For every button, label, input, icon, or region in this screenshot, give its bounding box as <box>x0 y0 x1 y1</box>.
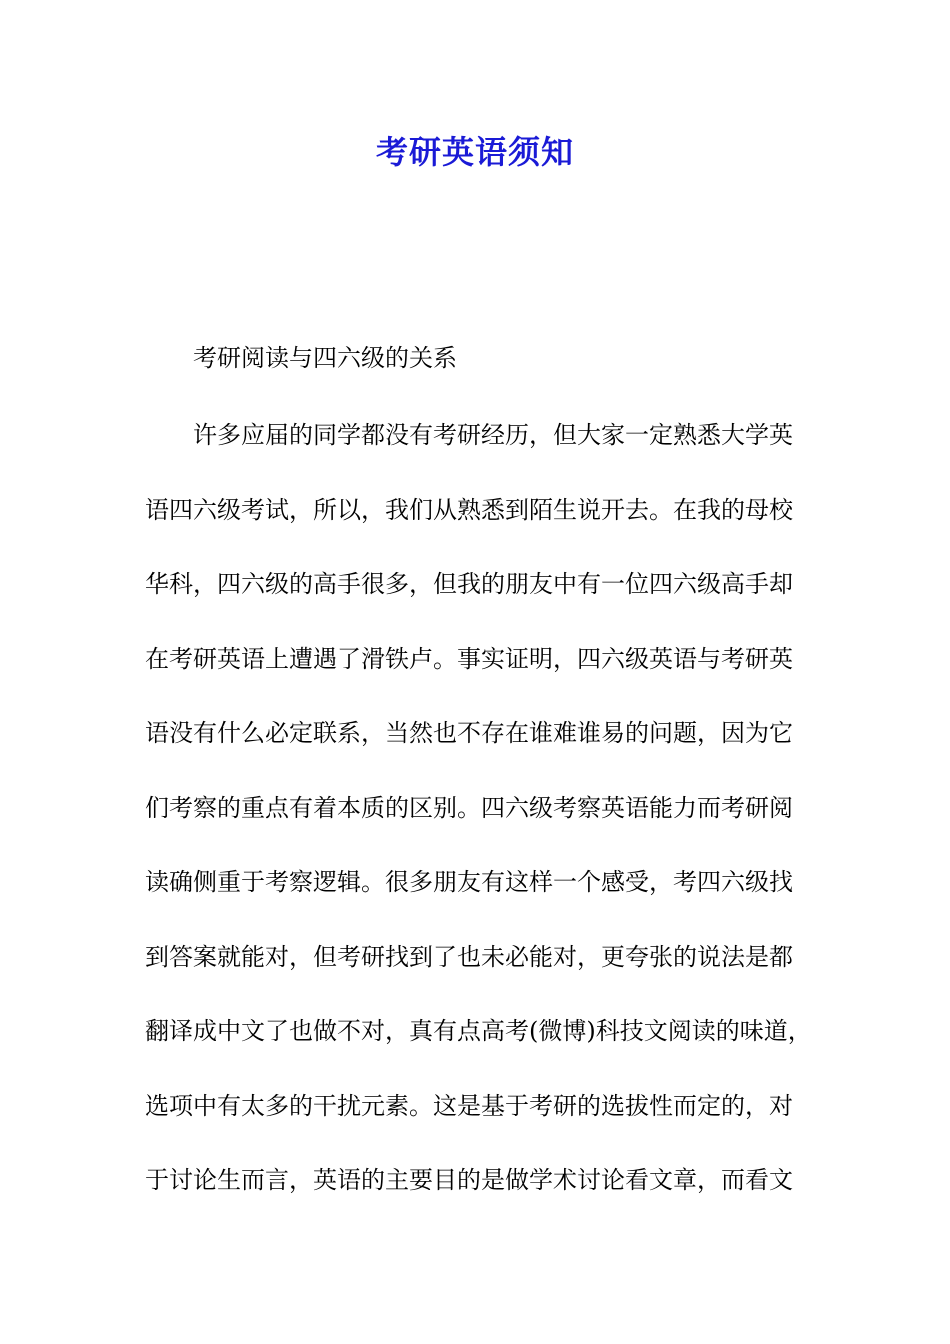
paragraph-line: 们考察的重点有着本质的区别。四六级考察英语能力而考研阅 <box>145 793 793 822</box>
document-title: 考研英语须知 <box>375 133 574 171</box>
paragraph-line: 于讨论生而言，英语的主要目的是做学术讨论看文章，而看文 <box>145 1166 793 1194</box>
paragraph-line: 语四六级考试，所以，我们从熟悉到陌生说开去。在我的母校 <box>145 495 793 524</box>
paragraph-line: 许多应届的同学都没有考研经历，但大家一定熟悉大学英 <box>193 421 793 449</box>
paragraph-line: 读确侧重于考察逻辑。很多朋友有这样一个感受，考四六级找 <box>145 868 793 896</box>
paragraph-line: 到答案就能对，但考研找到了也未必能对，更夸张的说法是都 <box>145 942 793 971</box>
paragraph-line: 翻译成中文了也做不对，真有点高考(微博)科技文阅读的味道， <box>145 1017 812 1045</box>
paragraph-line: 语没有什么必定联系，当然也不存在谁难谁易的问题，因为它 <box>145 719 793 747</box>
paragraph-line: 选项中有太多的干扰元素。这是基于考研的选拔性而定的，对 <box>145 1091 793 1120</box>
paragraph-line: 华科，四六级的高手很多，但我的朋友中有一位四六级高手却 <box>145 570 793 598</box>
paragraph-line: 在考研英语上遭遇了滑铁卢。事实证明，四六级英语与考研英 <box>145 644 793 673</box>
body-paragraph <box>145 417 835 1237</box>
section-subheading: 考研阅读与四六级的关系 <box>193 344 457 372</box>
